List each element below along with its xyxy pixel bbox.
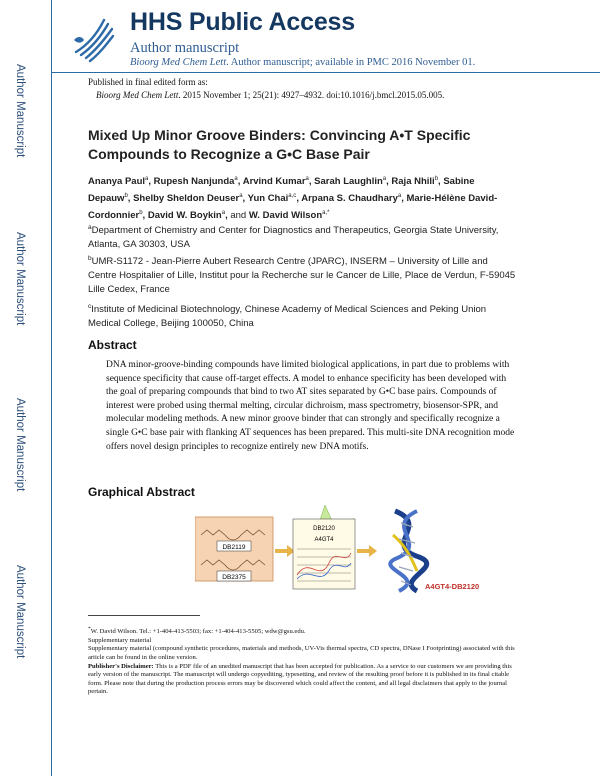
- graphical-abstract-heading: Graphical Abstract: [88, 485, 195, 499]
- author-affiliation-mark: b: [124, 193, 128, 200]
- ga-label-a4gt4: A4GT4: [314, 537, 334, 543]
- affiliation-b: $^b$UMR-S1172 - Jean-Pierre Aubert Research Centre (JPARC), INSERM – University of Lille and Centre Hospitalier of Lille, Institut pour la Recherche sur le Cancer de Lille, Place de Verdun, F-59045 Lille Cedex, France: [88, 255, 516, 296]
- author-name: David W. Boykin: [147, 210, 222, 222]
- side-label-author-manuscript: Author Manuscript: [14, 64, 26, 158]
- journal-name: Bioorg Med Chem Lett: [130, 57, 227, 68]
- author-affiliation-mark: a,c: [288, 193, 297, 200]
- affiliation-c: $^c$Institute of Medicinal Biotechnology, Chinese Academy of Medical Sciences and Peking Union Medical College, Beijing 100050, China: [88, 303, 487, 330]
- author-manuscript-label: Author manuscript: [130, 40, 240, 56]
- side-label-author-manuscript: Author Manuscript: [14, 565, 26, 659]
- author-affiliation-mark: a: [221, 210, 226, 217]
- author-affiliation-mark: b: [434, 176, 439, 182]
- ga-arrow: [275, 545, 295, 557]
- author-name: W. David Wilson: [248, 210, 323, 222]
- ga-label-db2119: DB2119: [222, 544, 246, 551]
- author-affiliation-mark: a: [239, 193, 243, 200]
- graphical-abstract-figure: [195, 505, 530, 597]
- author-affiliation-mark: b: [139, 210, 143, 217]
- availability-note: . Author manuscript; available in PMC 2016 November 01.: [226, 57, 476, 68]
- ga-arrow: [357, 545, 377, 557]
- author-affiliation-mark: a: [397, 193, 402, 200]
- journal-availability-line: [130, 57, 475, 68]
- ga-label-db2120: DB2120: [313, 526, 335, 532]
- author-affiliation-mark: a: [234, 176, 238, 182]
- citation-details: . 2015 November 1; 25(21): 4927–4932. doi:10.1016/j.bmcl.2015.05.005.: [178, 90, 445, 100]
- author-name: Rupesh Nanjunda: [153, 176, 235, 188]
- hhs-eagle-logo-icon: [68, 12, 116, 64]
- citation-journal: Bioorg Med Chem Lett: [96, 90, 179, 100]
- author-list: Ananya Paul$^a$, Rupesh Nanjunda$^a$, Arvind Kumar$^a$, Sarah Laughlin$^a$, Raja Nhili$^b$, Sabine Depauw$^b$, Shelby Sheldon Deuser$^a$, Yun Chai$^{a,c}$, Arpana S. Chaudhary$^a$, Marie-Hélène David-Cordonnier$^b$, David W. Boykin$^a$, and W. David Wilson$^{a,*}$: [88, 176, 498, 222]
- author-affiliation-mark: a: [145, 176, 149, 182]
- author-name: Arvind Kumar: [242, 176, 306, 188]
- author-name: Sarah Laughlin: [314, 176, 383, 188]
- hhs-public-access-title: HHS Public Access: [130, 8, 355, 36]
- authors-and-word: and: [230, 210, 247, 222]
- publisher-disclaimer: Publisher's Disclaimer: This is a PDF file of an unedited manuscript that has been accepted for publication. As a service to our customers we are providing this early version of the manuscript. The manuscript will undergo copyediting, typesetting, and review of the resulting proof before it is published in its final citable form. Please note that during the production process errors may be discovered which could affect the content, and all legal disclaimers that apply to the journal pertain.: [88, 662, 512, 696]
- ga-dna-helix: [390, 511, 426, 591]
- author-name: Marie-Hélène David-Cordonnier: [88, 193, 498, 222]
- ga-label-db2375: DB2375: [222, 574, 246, 581]
- footnotes: [88, 625, 518, 697]
- published-label: Published in final edited form as:: [88, 77, 208, 87]
- author-affiliation-mark: a: [382, 176, 387, 182]
- author-name: Shelby Sheldon Deuser: [133, 193, 240, 205]
- ga-label-a4gt4-db2120: A4GT4-DB2120: [425, 582, 480, 591]
- footnote-divider: [88, 615, 200, 616]
- author-affiliation-mark: a: [305, 176, 309, 182]
- author-affiliation-mark: a,*: [322, 210, 330, 217]
- side-label-author-manuscript: Author Manuscript: [14, 398, 26, 492]
- supplementary-text: Supplementary material (compound synthetic procedures, materials and methods, UV-Vis thermal spectra, CD spectra, DNase I Footprinting) associated with this article can be found in the online version.: [88, 645, 515, 661]
- author-name: Arpana S. Chaudhary: [301, 193, 398, 205]
- author-name: Ananya Paul: [88, 176, 146, 188]
- side-label-author-manuscript: Author Manuscript: [14, 232, 26, 326]
- paper-title: Mixed Up Minor Groove Binders: Convincing A•T Specific Compounds to Recognize a G•C Base Pair: [88, 127, 471, 162]
- author-name: Sabine Depauw: [88, 176, 475, 205]
- abstract-heading: Abstract: [88, 338, 137, 352]
- header-divider: [52, 72, 600, 73]
- contact-footnote: *W. David Wilson. Tel.: +1-404-413-5503; fax: +1-404-413-5505; wdw@gsu.edu.: [88, 626, 306, 636]
- author-name: Raja Nhili: [391, 176, 435, 188]
- abstract-text: DNA minor-groove-binding compounds have limited biological applications, in part due to problems with sequence specificity that cause off-target effects. A model to enhance specificity has been developed with the goal of preparing compounds that bind to two AT sites separated by G•C base pairs. Compounds of interest were probed using thermal melting, circular dichroism, mass spectrometry, biosensor-SPR, and molecular modeling methods. A new minor groove binder that can strongly and specifically recognize a single G•C base pair with flanking AT sequences has been prepared. This multi-site DNA recognition mode offers novel design principles to recognize entirely new DNA motifs.: [106, 360, 515, 452]
- supplementary-title: Supplementary material: [88, 636, 152, 644]
- author-name: Yun Chai: [247, 193, 289, 205]
- side-rule: [51, 0, 52, 776]
- affiliation-a: $^a$Department of Chemistry and Center for Diagnostics and Therapeutics, Georgia State University, Atlanta, GA 30303, USA: [88, 224, 499, 251]
- publication-citation: [96, 90, 444, 100]
